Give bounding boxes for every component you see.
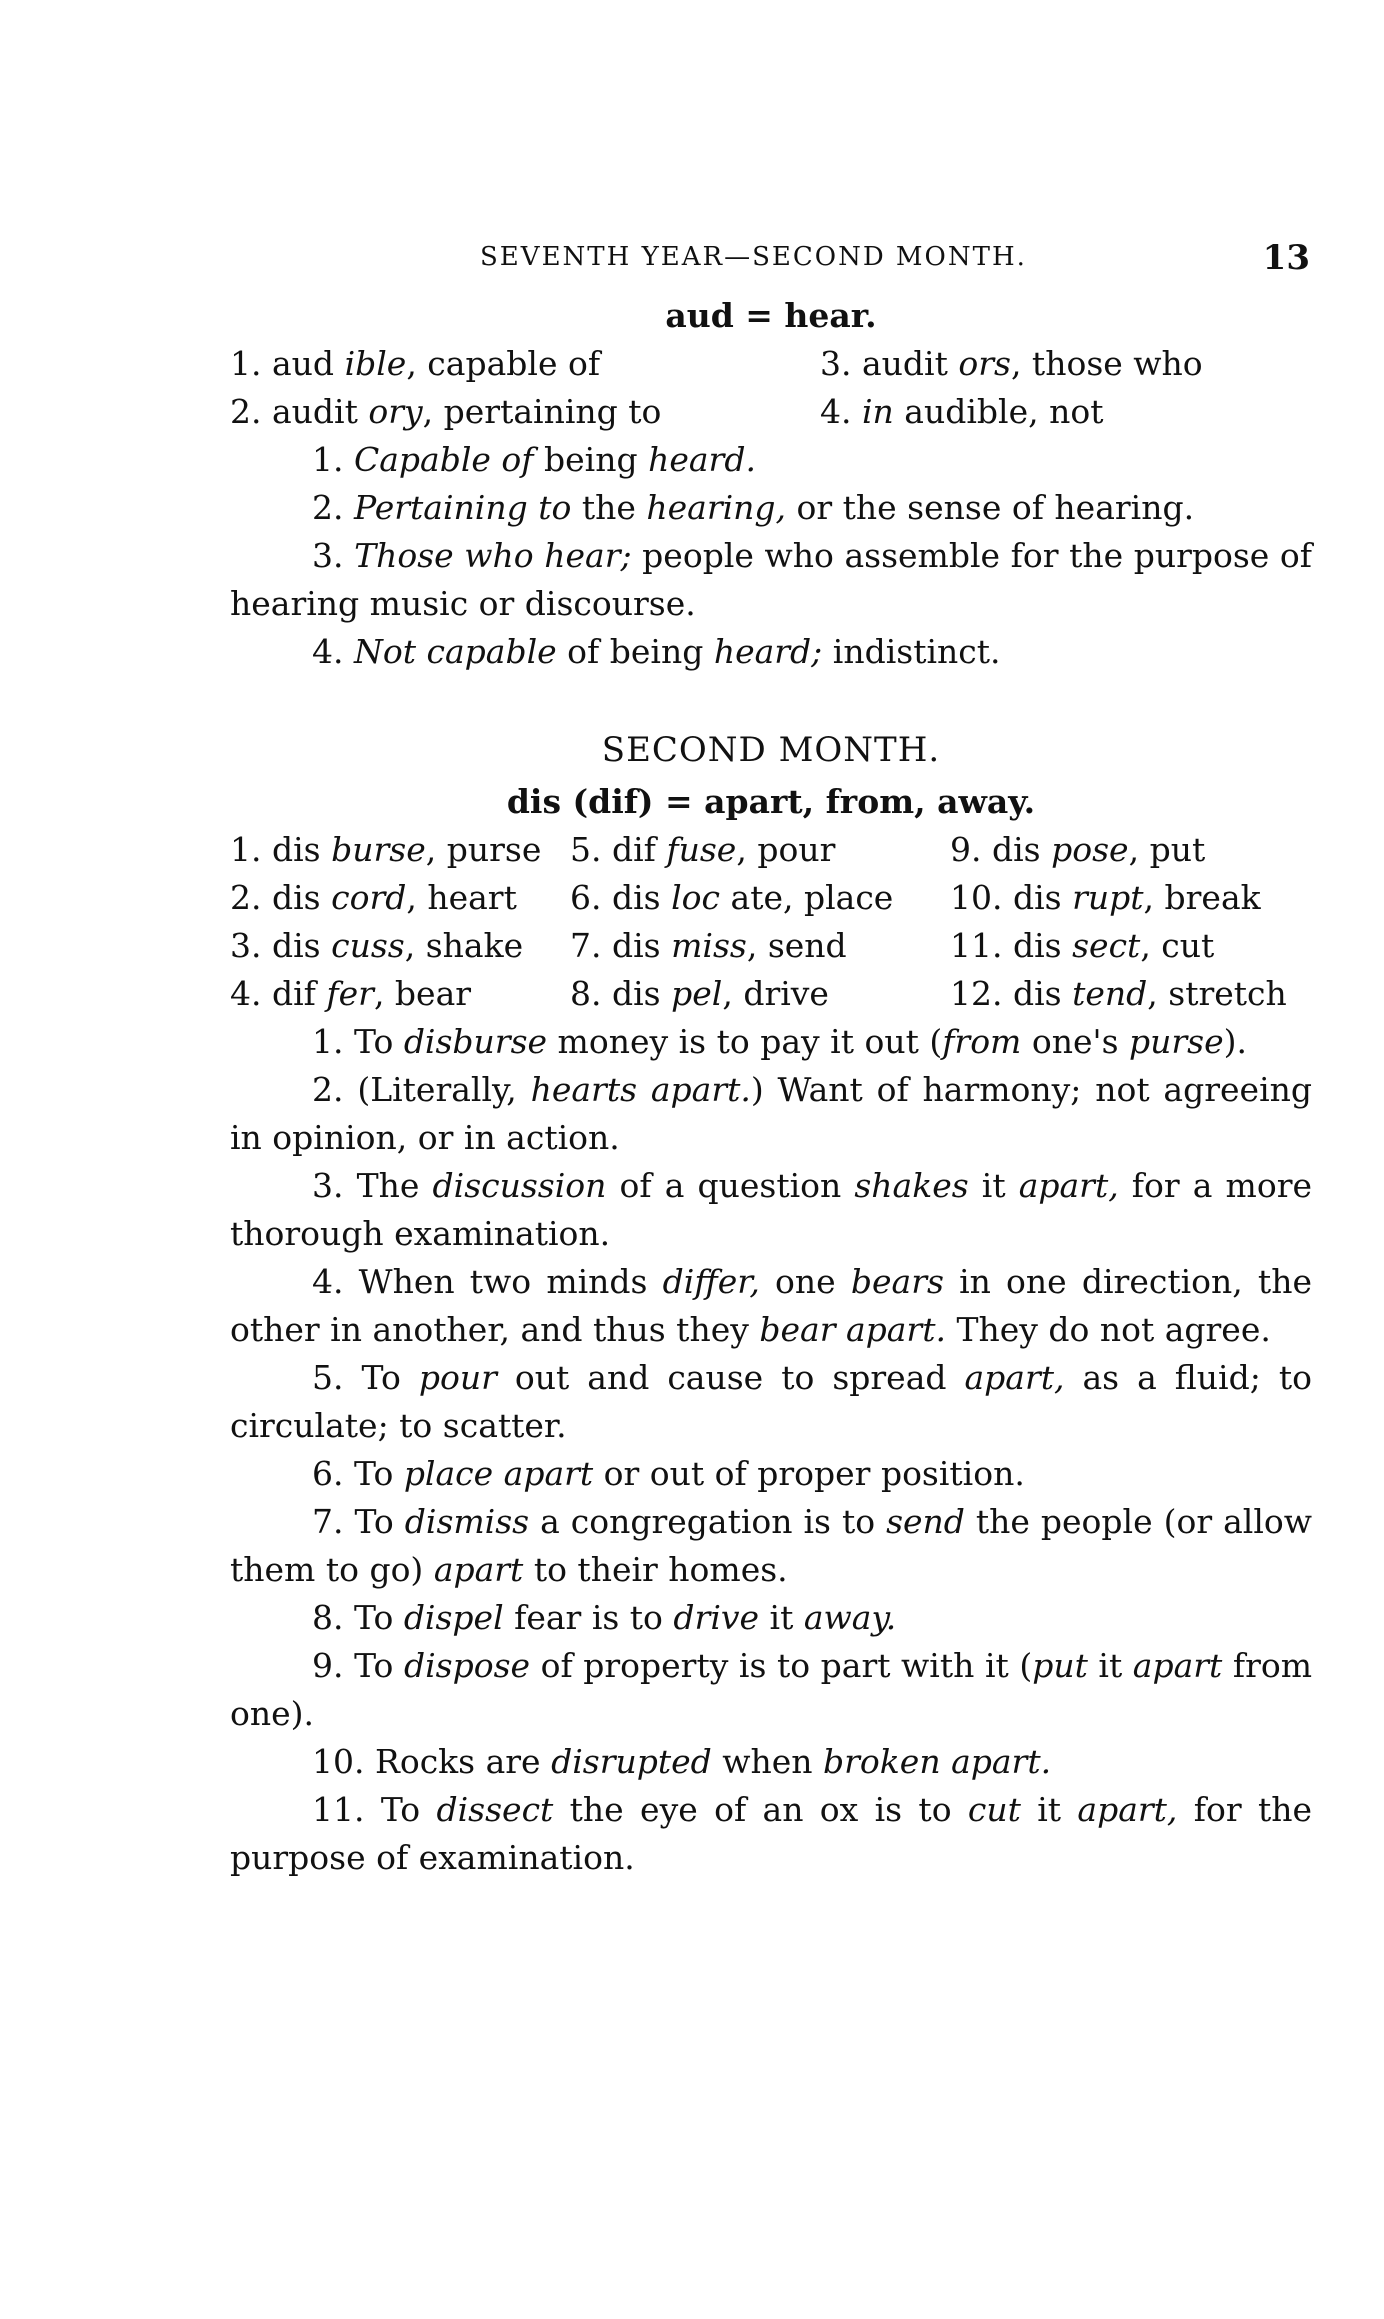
word-entry <box>570 874 950 922</box>
word-meaning: , shake <box>404 926 524 965</box>
word-stem: dis <box>992 830 1041 869</box>
word-affix: miss <box>671 926 747 965</box>
definition-text: one's <box>1021 1022 1129 1061</box>
definition-emphasis: put <box>1032 1646 1088 1685</box>
word-list-dis <box>230 826 1312 1018</box>
definition-paragraph <box>230 1594 1312 1642</box>
definition-paragraph <box>230 1642 1312 1738</box>
definition-paragraph <box>230 1258 1312 1354</box>
word-meaning: , cut <box>1140 926 1215 965</box>
word-meaning: audible, not <box>893 392 1104 431</box>
word-entry <box>820 340 1310 388</box>
word-num: 5. <box>570 830 602 869</box>
definition-emphasis: dismiss <box>404 1502 530 1541</box>
word-num: 6. <box>570 878 602 917</box>
definition-emphasis: differ, <box>662 1262 760 1301</box>
word-affix: fuse <box>666 830 737 869</box>
running-title: SEVENTH YEAR—SECOND MONTH. <box>480 242 1027 272</box>
word-num: 12. <box>950 974 1003 1013</box>
word-affix: sect <box>1072 926 1141 965</box>
definition-emphasis: discussion <box>432 1166 607 1205</box>
definition-text: To <box>354 1598 404 1637</box>
word-num: 2. <box>230 392 262 431</box>
definition-emphasis: cut <box>967 1790 1021 1829</box>
definition-text: To <box>380 1790 437 1829</box>
definition-emphasis: disrupted <box>551 1742 712 1781</box>
definition-number: 10. <box>312 1742 365 1781</box>
word-affix: loc <box>671 878 721 917</box>
definition-emphasis: drive <box>673 1598 760 1637</box>
definition-paragraph <box>230 1498 1312 1594</box>
definition-text: one <box>759 1262 851 1301</box>
word-meaning: , send <box>746 926 847 965</box>
definition-text: ). <box>1223 1022 1247 1061</box>
definition-emphasis: heard. <box>648 440 756 479</box>
definition-emphasis: bears <box>850 1262 944 1301</box>
definition-text: To <box>354 1454 404 1493</box>
word-stem: dif <box>612 830 656 869</box>
definition-emphasis: Capable of <box>354 440 534 479</box>
word-meaning: , pertaining to <box>422 392 662 431</box>
definition-text: a congregation is to <box>529 1502 887 1541</box>
word-meaning: , stretch <box>1147 974 1287 1013</box>
word-num: 4. <box>820 392 852 431</box>
word-meaning: , drive <box>722 974 829 1013</box>
word-num: 1. <box>230 830 262 869</box>
definition-text: people who assemble for the purpose of hearing music or discourse. <box>230 536 1312 623</box>
word-num: 3. <box>820 344 852 383</box>
word-entry <box>820 388 1310 436</box>
word-affix: rupt <box>1072 878 1144 917</box>
word-stem: aud <box>272 344 335 383</box>
definition-emphasis: hearing, <box>646 488 787 527</box>
definition-text: out and cause to spread <box>496 1358 965 1397</box>
definition-text: it <box>1087 1646 1133 1685</box>
definition-text: it <box>759 1598 804 1637</box>
word-stem: dis <box>272 830 321 869</box>
definition-text: in one direction, the other in another, and thus they <box>230 1262 1312 1349</box>
definition-text: from one). <box>230 1646 1313 1733</box>
word-num: 9. <box>950 830 982 869</box>
definition-text: the people (or allow them to go) <box>230 1502 1312 1589</box>
word-num: 8. <box>570 974 602 1013</box>
word-num: 11. <box>950 926 1003 965</box>
definition-text: of a question <box>606 1166 855 1205</box>
definition-number: 11. <box>312 1790 365 1829</box>
definitions-aud <box>230 436 1312 676</box>
word-meaning: , purse <box>425 830 542 869</box>
definition-text: when <box>711 1742 824 1781</box>
word-affix: ory <box>368 392 423 431</box>
definition-text: They do not agree. <box>945 1310 1271 1349</box>
root-heading-dis: dis (dif) = apart, from, away. <box>506 782 1036 821</box>
definition-text: of property is to part with it ( <box>530 1646 1033 1685</box>
word-entry <box>950 970 1312 1018</box>
running-head <box>230 238 1310 278</box>
word-entry <box>230 826 570 874</box>
definition-text: or out of proper position. <box>593 1454 1025 1493</box>
definition-paragraph <box>230 1162 1312 1258</box>
definition-text: fear is to <box>503 1598 674 1637</box>
word-meaning: , pour <box>736 830 836 869</box>
word-meaning: , those who <box>1010 344 1203 383</box>
definition-text: of being <box>556 632 714 671</box>
definition-emphasis: away. <box>803 1598 897 1637</box>
definition-text: it <box>1020 1790 1078 1829</box>
definition-emphasis: apart, <box>1018 1166 1119 1205</box>
word-entry <box>230 340 820 388</box>
word-affix: ors <box>958 344 1011 383</box>
definition-paragraph <box>230 1018 1312 1066</box>
word-affix: ible <box>344 344 407 383</box>
word-affix: pel <box>671 974 723 1013</box>
word-num: 2. <box>230 878 262 917</box>
definition-emphasis: place apart <box>403 1454 594 1493</box>
word-entry <box>950 826 1312 874</box>
word-affix: burse <box>331 830 426 869</box>
word-num: 7. <box>570 926 602 965</box>
definition-paragraph <box>230 1066 1312 1162</box>
definition-emphasis: dispose <box>403 1646 531 1685</box>
definition-emphasis: purse <box>1129 1022 1224 1061</box>
definition-text: indistinct. <box>822 632 1001 671</box>
definition-paragraph <box>230 436 1312 484</box>
word-stem: dif <box>272 974 316 1013</box>
definition-emphasis: apart, <box>964 1358 1065 1397</box>
word-affix: cuss <box>331 926 405 965</box>
definition-emphasis: Those who hear; <box>354 536 632 575</box>
word-affix: in <box>862 392 894 431</box>
page-body <box>230 292 1312 1882</box>
word-entry <box>570 970 950 1018</box>
section-title: SECOND MONTH. <box>601 730 941 770</box>
word-meaning: , put <box>1128 830 1206 869</box>
definition-paragraph <box>230 484 1312 532</box>
definition-text: or the sense of hearing. <box>786 488 1195 527</box>
definition-number: 1. <box>312 440 344 479</box>
word-meaning: , break <box>1143 878 1261 917</box>
word-num: 10. <box>950 878 1003 917</box>
word-stem: dis <box>612 974 661 1013</box>
definition-emphasis: disburse <box>403 1022 548 1061</box>
definition-emphasis: shakes <box>854 1166 969 1205</box>
word-stem: dis <box>612 878 661 917</box>
word-entry <box>230 970 570 1018</box>
definition-text: for a more thorough examination. <box>230 1166 1312 1253</box>
word-affix: fer <box>326 974 374 1013</box>
word-meaning: , capable of <box>406 344 601 383</box>
definition-text: it <box>968 1166 1019 1205</box>
definition-text: To <box>354 1502 405 1541</box>
definition-emphasis: bear apart. <box>759 1310 946 1349</box>
word-list-aud <box>230 340 1312 436</box>
definition-text: money is to pay it out ( <box>547 1022 943 1061</box>
definition-text: ) Want of harmony; not agreeing in opinion, or in action. <box>230 1070 1312 1157</box>
definition-text: Rocks are <box>374 1742 552 1781</box>
definition-text: To <box>361 1358 419 1397</box>
word-stem: dis <box>1012 974 1062 1013</box>
word-affix: pose <box>1051 830 1129 869</box>
definition-number: 2. <box>312 1070 344 1109</box>
word-meaning: , heart <box>406 878 517 917</box>
definition-number: 1. <box>312 1022 344 1061</box>
definition-emphasis: hearts apart. <box>530 1070 751 1109</box>
definition-text: To <box>354 1022 404 1061</box>
definition-emphasis: apart <box>433 1550 524 1589</box>
definition-number: 3. <box>312 536 344 575</box>
word-entry <box>570 922 950 970</box>
word-entry <box>570 826 950 874</box>
definition-emphasis: heard; <box>713 632 823 671</box>
definition-emphasis: pour <box>418 1358 497 1397</box>
definition-text: When two minds <box>358 1262 663 1301</box>
definition-number: 8. <box>312 1598 344 1637</box>
word-stem: dis <box>1012 926 1062 965</box>
word-meaning: , bear <box>373 974 472 1013</box>
definition-emphasis: dissect <box>436 1790 554 1829</box>
word-entry <box>950 874 1312 922</box>
word-stem: audit <box>272 392 358 431</box>
definition-number: 4. <box>312 1262 344 1301</box>
word-affix: cord <box>331 878 407 917</box>
definition-text: as a fluid; to circulate; to scatter. <box>230 1358 1312 1445</box>
definition-number: 5. <box>312 1358 344 1397</box>
word-entry <box>230 388 820 436</box>
word-num: 1. <box>230 344 262 383</box>
definition-paragraph <box>230 628 1312 676</box>
definition-text: The <box>356 1166 433 1205</box>
definition-emphasis: from <box>942 1022 1022 1061</box>
definition-number: 6. <box>312 1454 344 1493</box>
word-stem: dis <box>1012 878 1062 917</box>
definition-emphasis: apart, <box>1077 1790 1178 1829</box>
definition-paragraph <box>230 1738 1312 1786</box>
definition-emphasis: dispel <box>403 1598 504 1637</box>
word-entry <box>230 874 570 922</box>
definition-number: 4. <box>312 632 344 671</box>
definition-paragraph <box>230 1354 1312 1450</box>
definition-emphasis: send <box>886 1502 965 1541</box>
definitions-dis <box>230 1018 1312 1882</box>
definition-text: (Literally, <box>357 1070 531 1109</box>
word-affix: tend <box>1072 974 1148 1013</box>
word-stem: dis <box>612 926 661 965</box>
word-meaning: ate, place <box>720 878 894 917</box>
word-entry <box>950 922 1312 970</box>
definition-number: 3. <box>312 1166 344 1205</box>
definition-text: to their homes. <box>523 1550 788 1589</box>
word-num: 4. <box>230 974 262 1013</box>
definition-emphasis: broken apart. <box>823 1742 1052 1781</box>
definition-number: 9. <box>312 1646 344 1685</box>
definition-paragraph <box>230 532 1312 628</box>
definition-emphasis: Pertaining to <box>354 488 572 527</box>
definition-text: To <box>354 1646 404 1685</box>
definition-text: being <box>533 440 649 479</box>
definition-paragraph <box>230 1786 1312 1882</box>
word-entry <box>230 922 570 970</box>
definition-emphasis: apart <box>1132 1646 1223 1685</box>
word-num: 3. <box>230 926 262 965</box>
definition-paragraph <box>230 1450 1312 1498</box>
word-stem: dis <box>272 926 321 965</box>
root-heading-aud: aud = hear. <box>665 296 877 335</box>
definition-text: the eye of an ox is to <box>553 1790 968 1829</box>
definition-emphasis: Not capable <box>354 632 557 671</box>
definition-text: the <box>571 488 647 527</box>
word-stem: audit <box>862 344 948 383</box>
definition-number: 7. <box>312 1502 344 1541</box>
word-stem: dis <box>272 878 321 917</box>
page-number: 13 <box>1262 238 1310 278</box>
definition-text: for the purpose of examination. <box>230 1790 1312 1877</box>
definition-number: 2. <box>312 488 344 527</box>
